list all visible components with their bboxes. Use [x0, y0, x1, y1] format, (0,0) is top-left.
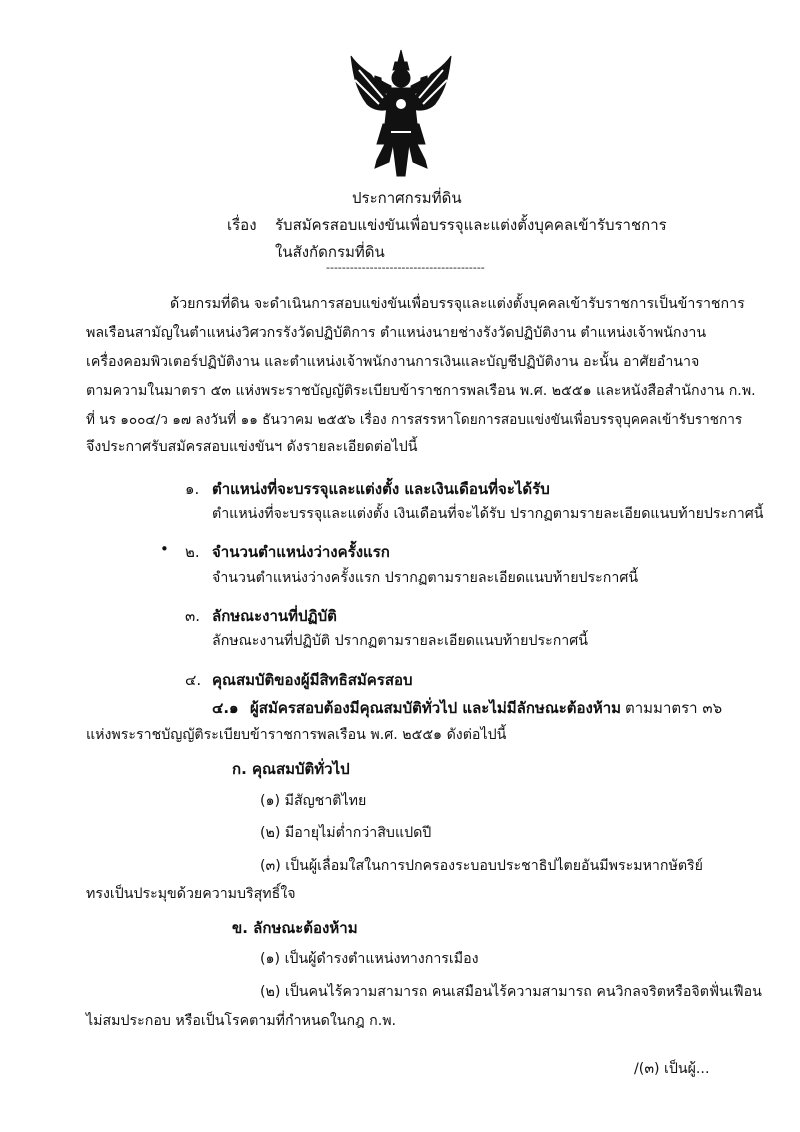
- subject-label: เรื่อง: [227, 216, 257, 234]
- page-continuation: /(๓) เป็นผู้...: [634, 1061, 710, 1077]
- qualification-sub-heading: ผู้สมัครสอบต้องมีคุณสมบัติทั่วไป และไม่มีลักษณะต้องห้าม: [250, 699, 622, 717]
- intro-line-3: เครื่องคอมพิวเตอร์ปฏิบัติงาน และตำแหน่งเจ้าพนักงานการเงินและบัญชีปฏิบัติงาน อะนั้น อาศัยอำนาจ: [86, 354, 700, 370]
- section-2-bullet: •: [160, 540, 169, 558]
- section-1-number: ๑.: [185, 480, 200, 498]
- section-4-number: ๔.: [185, 671, 202, 689]
- prohibited-item-2: (๒) เป็นคนไร้ความสามารถ คนเสมือนไร้ความสามารถ คนวิกลจริตหรือจิตฟั่นเฟือน: [260, 984, 762, 1000]
- qualification-sub-tail: ตามมาตรา ๓๖: [625, 699, 723, 717]
- section-4-heading: คุณสมบัติของผู้มีสิทธิสมัครสอบ: [212, 671, 413, 689]
- general-item-2: (๒) มีอายุไม่ต่ำกว่าสิบแปดปี: [260, 825, 432, 841]
- qualification-sub-line-2: แห่งพระราชบัญญัติระเบียบข้าราชการพลเรือน พ.ศ. ๒๕๕๑ ดังต่อไปนี้: [86, 727, 507, 743]
- general-qualifications-heading: ก. คุณสมบัติทั่วไป: [232, 760, 350, 778]
- section-3-number: ๓.: [185, 607, 201, 625]
- section-1-heading: ตำแหน่งที่จะบรรจุและแต่งตั้ง และเงินเดือนที่จะได้รับ: [212, 480, 550, 498]
- intro-line-5: ที่ นร ๑๐๐๔/ว ๑๗ ลงวันที่ ๑๑ ธันวาคม ๒๕๕๖ เรื่อง การสรรหาโดยการสอบแข่งขันเพื่อบรรจุบุคคลเข้ารับราชการ: [86, 412, 743, 428]
- general-item-1: (๑) มีสัญชาติไทย: [260, 793, 367, 809]
- intro-line-4: ตามความในมาตรา ๕๓ แห่งพระราชบัญญัติระเบียบข้าราชการพลเรือน พ.ศ. ๒๕๕๑ และหนังสือสำนักงาน ก.พ.: [86, 383, 756, 399]
- qualification-sub-number: ๔.๑: [212, 699, 239, 717]
- section-2-number: ๒.: [185, 543, 200, 561]
- intro-line-1: ด้วยกรมที่ดิน จะดำเนินการสอบแข่งขันเพื่อบรรจุและแต่งตั้งบุคคลเข้ารับราชการเป็นข้าราชการ: [170, 296, 745, 312]
- document-title: ประกาศกรมที่ดิน: [352, 189, 462, 207]
- section-2-body: จำนวนตำแหน่งว่างครั้งแรก ปรากฏตามรายละเอียดแนบท้ายประกาศนี้: [212, 570, 639, 586]
- intro-line-6: จึงประกาศรับสมัครสอบแข่งขันฯ ดังรายละเอียดต่อไปนี้: [86, 439, 418, 455]
- general-item-3: (๓) เป็นผู้เลื่อมใสในการปกครองระบอบประชาธิปไตยอันมีพระมหากษัตริย์: [260, 858, 703, 874]
- intro-line-2: พลเรือนสามัญในตำแหน่งวิศวกรรังวัดปฏิบัติการ ตำแหน่งนายช่างรังวัดปฏิบัติงาน ตำแหน่งเจ้าพนักงาน: [86, 325, 707, 341]
- prohibited-heading: ข. ลักษณะต้องห้าม: [232, 919, 358, 937]
- section-2-heading: จำนวนตำแหน่งว่างครั้งแรก: [212, 543, 390, 561]
- garuda-emblem-icon: [345, 48, 457, 178]
- subject-line-2: ในสังกัดกรมที่ดิน: [275, 243, 385, 261]
- section-3-heading: ลักษณะงานที่ปฏิบัติ: [212, 607, 337, 625]
- section-1-body: ตำแหน่งที่จะบรรจุและแต่งตั้ง เงินเดือนที่จะได้รับ ปรากฏตามรายละเอียดแนบท้ายประกาศนี้: [212, 506, 764, 522]
- general-item-3-continuation: ทรงเป็นประมุขด้วยความบริสุทธิ์ใจ: [86, 886, 296, 902]
- section-3-body: ลักษณะงานที่ปฏิบัติ ปรากฏตามรายละเอียดแนบท้ายประกาศนี้: [212, 633, 588, 649]
- header-divider: ----------------------------------------: [326, 261, 485, 274]
- prohibited-item-2-continuation: ไม่สมประกอบ หรือเป็นโรคตามที่กำหนดในกฎ ก.พ.: [86, 1013, 397, 1029]
- prohibited-item-1: (๑) เป็นผู้ดำรงตำแหน่งทางการเมือง: [260, 951, 479, 967]
- subject-line-1: รับสมัครสอบแข่งขันเพื่อบรรจุและแต่งตั้งบุคคลเข้ารับราชการ: [275, 216, 667, 234]
